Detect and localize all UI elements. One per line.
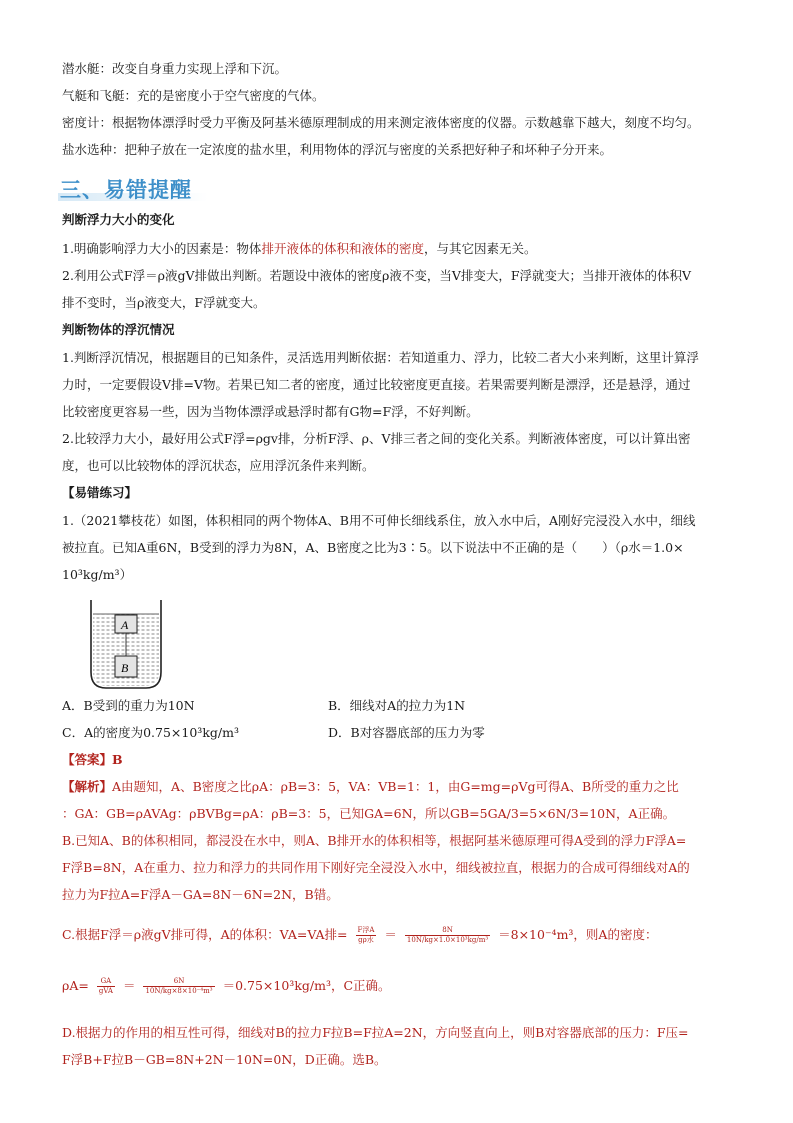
fraction-density-formula: $\frac{GA}{\text{gVA}}$ xyxy=(98,977,113,995)
container-figure xyxy=(86,596,166,692)
analysis-a-line1: 【解析】A由题知，A、B密度之比ρA：ρB=3：5，VA：VB=1：1，由G=mg=ρVg可得A、B所受的重力之比 xyxy=(62,779,679,794)
paragraph-sink-float-line3: 比较密度更容易一些，因为当物体漂浮或悬浮时都有G物=F浮，不好判断。 xyxy=(62,404,479,419)
analysis-a-line2: ：GA：GB=ρAVAg：ρBVBg=ρA：ρB=3：5，已知GA=6N，所以GB=5GA/3=5×6N/3=10N，A正确。 xyxy=(62,806,676,821)
analysis-b-line3: 拉力为F拉A=F浮A－GA=8N－6N=2N，B错。 xyxy=(62,887,339,902)
paragraph-compare-line1: 2.比较浮力大小，最好用公式F浮=ρgv排，分析F浮、ρ、V排三者之间的变化关系。判断液体密度，可以计算出密 xyxy=(62,431,691,446)
question-line3: 10³kg/m³） xyxy=(62,567,133,582)
analysis-b-line1: B.已知A、B的体积相同，都浸没在水中，则A、B排开水的体积相等，根据阿基米德原理可得A受到的浮力F浮A= xyxy=(62,833,687,848)
intro-submarine: 潜水艇：改变自身重力实现上浮和下沉。 xyxy=(62,61,288,76)
option-b: B．细线对A的拉力为1N xyxy=(328,698,466,713)
option-a: A．B受到的重力为10N xyxy=(62,698,195,713)
fraction-volume-calc: $\frac{8N}{\text{10N/kg×1.0×10³kg/m³}}$ xyxy=(406,926,489,944)
option-d: D．B对容器底部的压力为零 xyxy=(328,725,485,740)
heading-sink-float: 判断物体的浮沉情况 xyxy=(62,322,175,337)
section-title: 三、易错提醒 xyxy=(60,178,192,202)
intro-hydrometer: 密度计：根据物体漂浮时受力平衡及阿基米德原理制成的用来测定液体密度的仪器。示数越靠下越大，刻度不均匀。 xyxy=(62,115,700,130)
analysis-d-line1: D.根据力的作用的相互性可得，细线对B的拉力F拉B=F拉A=2N，方向竖直向上，则B对容器底部的压力：F压= xyxy=(62,1025,689,1040)
fraction-density-calc: $\frac{6N}{\text{10N/kg×8×10⁻⁴m³}}$ xyxy=(145,977,213,995)
highlight-factors: 排开液体的体积和液体的密度 xyxy=(261,241,424,256)
question-line2: 被拉直。已知A重6N，B受到的浮力为8N，A、B密度之比为3∶5。以下说法中不正确的是（ ）（ρ水＝1.0× xyxy=(62,540,684,555)
analysis-c-line2: ρA= $\frac{GA}{\text{gVA}}$ ＝ $\frac{6N}{\text{10N/kg×8×10⁻⁴m³}}$ ＝0.75×10³kg/m³，C正确。 xyxy=(62,977,391,995)
intro-airship: 气艇和飞艇：充的是密度小于空气密度的气体。 xyxy=(62,88,325,103)
paragraph-sink-float-line2: 力时，一定要假设V排=V物。若果已知二者的密度，通过比较密度更直接。若果需要判断是漂浮，还是悬浮，通过 xyxy=(62,377,691,392)
fraction-buoyancy-over-g: $\frac{\text{F浮A}}{\text{gρ水}}$ xyxy=(357,926,375,944)
paragraph-compare-line2: 度，也可以比较物体的浮沉状态，应用浮沉条件来判断。 xyxy=(62,458,375,473)
paragraph-sink-float-line1: 1.判断浮沉情况，根据题目的已知条件，灵活选用判断依据：若知道重力、浮力，比较二者大小来判断，这里计算浮 xyxy=(62,350,699,365)
intro-seed-selection: 盐水选种：把种子放在一定浓度的盐水里，利用物体的浮沉与密度的关系把好种子和坏种子分开来。 xyxy=(62,142,613,157)
answer: 【答案】B xyxy=(62,752,123,767)
block-a-label: A xyxy=(121,618,129,632)
analysis-d-line2: F浮B+F拉B－GB=8N+2N－10N=0N，D正确。选B。 xyxy=(62,1052,387,1067)
paragraph-formula-line1: 2.利用公式F浮＝ρ液gV排做出判断。若题设中液体的密度ρ液不变，当V排变大，F浮就变大；当排开液体的体积V xyxy=(62,268,692,283)
analysis-b-line2: F浮B=8N，A在重力、拉力和浮力的共同作用下刚好完全浸没入水中，细线被拉直，根据力的合成可得细线对A的 xyxy=(62,860,690,875)
paragraph-factors: 1.明确影响浮力大小的因素是：物体排开液体的体积和液体的密度，与其它因素无关。 xyxy=(62,241,537,256)
analysis-c-line1: C.根据F浮＝ρ液gV排可得，A的体积：VA=VA排= $\frac{\text{F浮A}}{\text{gρ水}}$ ＝ $\frac{8N}{\text{10N/kg×1.0×10³kg/m³}}$ ＝8×10⁻⁴m³，则A的密度： xyxy=(62,926,658,944)
block-b-label: B xyxy=(121,661,129,675)
practice-label: 【易错练习】 xyxy=(62,485,138,500)
heading-buoyancy-change: 判断浮力大小的变化 xyxy=(62,212,175,227)
paragraph-formula-line2: 排不变时，当ρ液变大，F浮就变大。 xyxy=(62,295,266,310)
answer-value: B xyxy=(112,752,123,767)
option-c: C．A的密度为0.75×10³kg/m³ xyxy=(62,725,239,740)
question-line1: 1.（2021攀枝花）如图，体积相同的两个物体A、B用不可伸长细线系住，放入水中后，A刚好完浸没入水中，细线 xyxy=(62,513,696,528)
